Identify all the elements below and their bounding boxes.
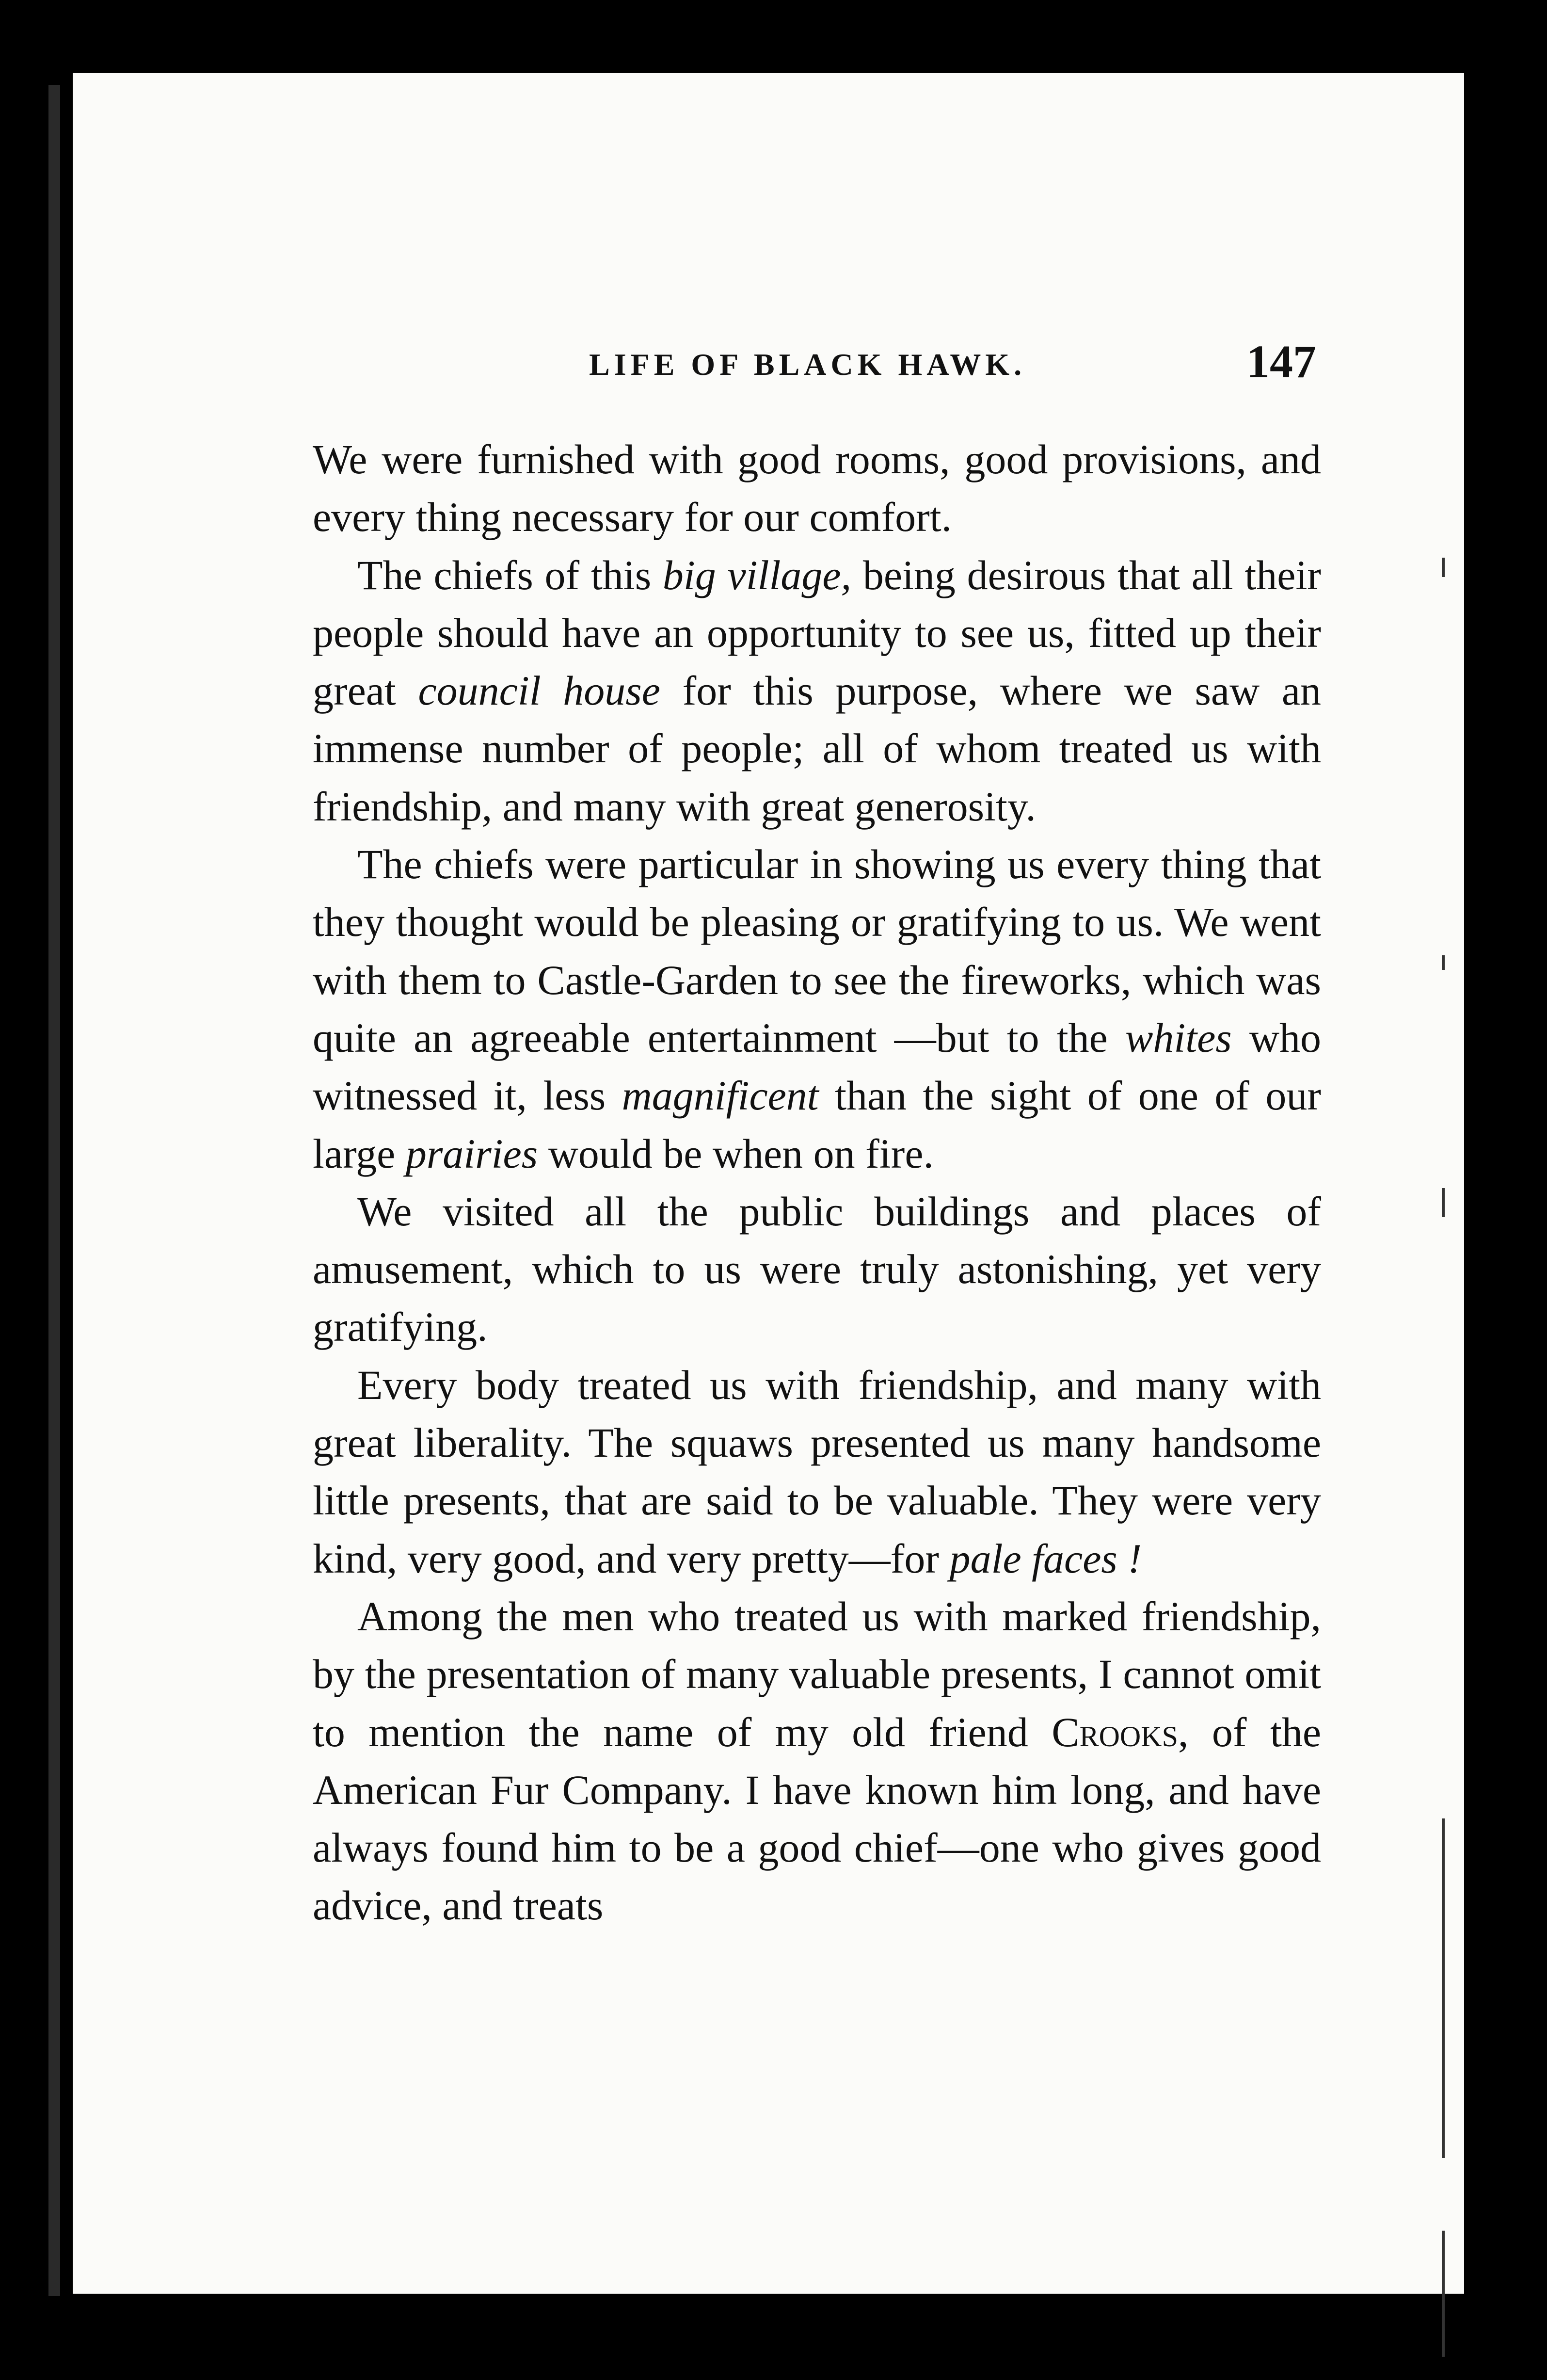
italic-phrase: magnificent (622, 1072, 819, 1119)
book-page (73, 73, 1464, 2294)
text-run: Among the men who treated us with marked friendship, by the presentation of many valuable presents, I cannot omit to mention the name of my old friend (313, 1592, 1321, 1755)
paragraph (313, 547, 1321, 836)
paragraph (313, 1588, 1321, 1935)
page-binding-shadow (48, 85, 60, 2296)
paragraph (313, 1183, 1321, 1356)
text-run: Every body treated us with friendship, and many with great liberality. The squaws presented us many handsome little presents, that are said to be valuable. They were very kind, very good, and very pretty—for (313, 1361, 1321, 1582)
edge-mark (1442, 955, 1445, 970)
text-run: would be when on fire. (538, 1130, 934, 1177)
text-run: who witnessed it, less (313, 1014, 1321, 1119)
edge-mark (1442, 2231, 1445, 2357)
italic-phrase: big village, (662, 551, 852, 598)
page-edge-marks (1430, 218, 1445, 2255)
text-run: than the sight of one of our large (313, 1072, 1321, 1177)
edge-mark (1442, 1818, 1445, 2158)
edge-mark (1442, 1188, 1445, 1217)
paragraph (313, 431, 1321, 547)
running-title: LIFE OF BLACK HAWK. (589, 347, 1026, 382)
text-run: We visited all the public buildings and places of amusement, which to us were truly astonishing, yet very gratifying. (313, 1188, 1321, 1351)
edge-mark (1442, 558, 1445, 577)
text-run: , of the American Fur Company. I have known him long, and have always found him to be a good chief—one who gives good advice, and treats (313, 1708, 1322, 1929)
page-number: 147 (1246, 336, 1316, 387)
running-head (313, 325, 1321, 398)
italic-phrase: pale faces ! (949, 1535, 1142, 1582)
text-run: The chiefs of this (357, 551, 663, 598)
italic-phrase: whites (1125, 1014, 1232, 1061)
text-run: for this purpose, where we saw an immense number of people; all of whom treated us with friendship, and many with great generosity. (313, 667, 1321, 830)
paragraph (313, 1356, 1321, 1588)
body-text (313, 431, 1321, 1935)
paragraph (313, 836, 1321, 1183)
italic-phrase: council house (418, 667, 660, 714)
text-run: We were furnished with good rooms, good provisions, and every thing necessary for our comfort. (313, 436, 1321, 541)
text-run: The chiefs were particular in showing us every thing that they thought would be pleasing or gratifying to us. We went with them to Castle-Garden to see the fireworks, which was quite an agreeable entertainment —but to the (313, 841, 1321, 1061)
text-run: being desirous that all their people should have an opportunity to see us, fitted up their great (313, 551, 1321, 714)
italic-phrase: prairies (405, 1130, 538, 1177)
small-caps-name: Crooks (1052, 1708, 1178, 1755)
